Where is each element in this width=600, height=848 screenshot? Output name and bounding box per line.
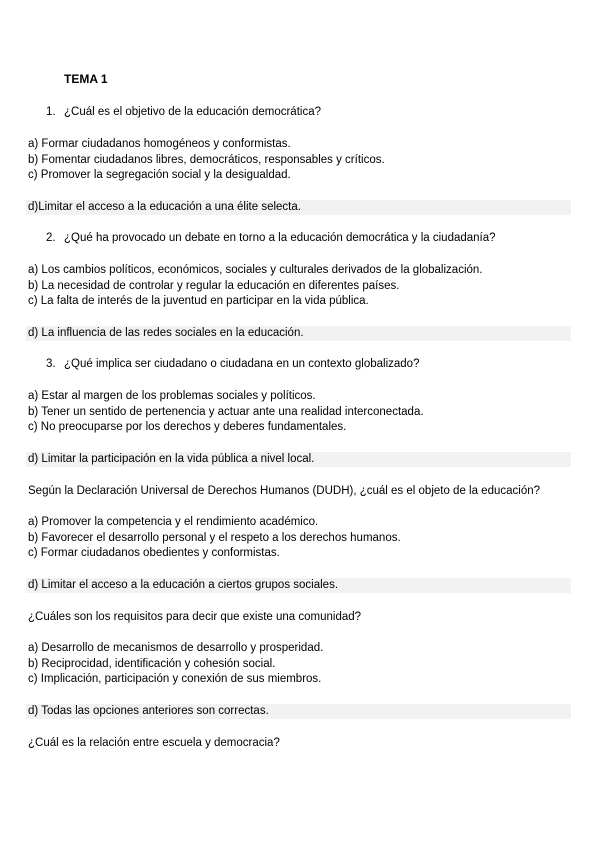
question-4-option-b: b) Favorecer el desarrollo personal y el respeto a los derechos humanos. xyxy=(28,532,401,544)
question-6-text: ¿Cuál es la relación entre escuela y democracia? xyxy=(28,737,280,749)
question-5-option-c: c) Implicación, participación y conexión de sus miembros. xyxy=(28,673,322,685)
question-4-option-c: c) Formar ciudadanos obedientes y conformistas. xyxy=(28,547,280,559)
question-5-option-b: b) Reciprocidad, identificación y cohesión social. xyxy=(28,658,276,670)
question-1-option-c: c) Promover la segregación social y la desigualdad. xyxy=(28,169,291,181)
question-1-number: 1. xyxy=(46,106,56,118)
question-1-option-a: a) Formar ciudadanos homogéneos y conformistas. xyxy=(28,138,291,150)
question-2-option-d: d) La influencia de las redes sociales en la educación. xyxy=(28,327,304,339)
question-2-number: 2. xyxy=(46,232,56,244)
question-5-option-d: d) Todas las opciones anteriores son correctas. xyxy=(28,705,269,717)
question-2-text: ¿Qué ha provocado un debate en torno a la educación democrática y la ciudadanía? xyxy=(64,232,496,244)
question-2-option-c: c) La falta de interés de la juventud en participar en la vida pública. xyxy=(28,295,369,307)
question-4-option-a: a) Promover la competencia y el rendimiento académico. xyxy=(28,516,319,528)
question-3-option-b: b) Tener un sentido de pertenencia y actuar ante una realidad interconectada. xyxy=(28,406,424,418)
question-1-option-b: b) Fomentar ciudadanos libres, democráticos, responsables y críticos. xyxy=(28,154,385,166)
question-2-option-b: b) La necesidad de controlar y regular la educación en diferentes países. xyxy=(28,280,400,292)
question-3-option-d: d) Limitar la participación en la vida pública a nivel local. xyxy=(28,453,315,465)
question-5-text: ¿Cuáles son los requisitos para decir que existe una comunidad? xyxy=(28,611,362,623)
page-title: TEMA 1 xyxy=(64,72,108,86)
question-2-option-a: a) Los cambios políticos, económicos, sociales y culturales derivados de la globalización. xyxy=(28,264,483,276)
question-3-option-c: c) No preocuparse por los derechos y deberes fundamentales. xyxy=(28,421,347,433)
question-4-option-d: d) Limitar el acceso a la educación a ciertos grupos sociales. xyxy=(28,579,339,591)
question-1-text: ¿Cuál es el objetivo de la educación democrática? xyxy=(64,106,321,118)
question-3-option-a: a) Estar al margen de los problemas sociales y políticos. xyxy=(28,390,316,402)
question-5-option-a: a) Desarrollo de mecanismos de desarrollo y prosperidad. xyxy=(28,642,324,654)
question-1-option-d: d)Limitar el acceso a la educación a una élite selecta. xyxy=(28,201,301,213)
question-4-text: Según la Declaración Universal de Derechos Humanos (DUDH), ¿cuál es el objeto de la educación? xyxy=(28,485,541,497)
question-3-text: ¿Qué implica ser ciudadano o ciudadana en un contexto globalizado? xyxy=(64,358,420,370)
question-3-number: 3. xyxy=(46,358,56,370)
